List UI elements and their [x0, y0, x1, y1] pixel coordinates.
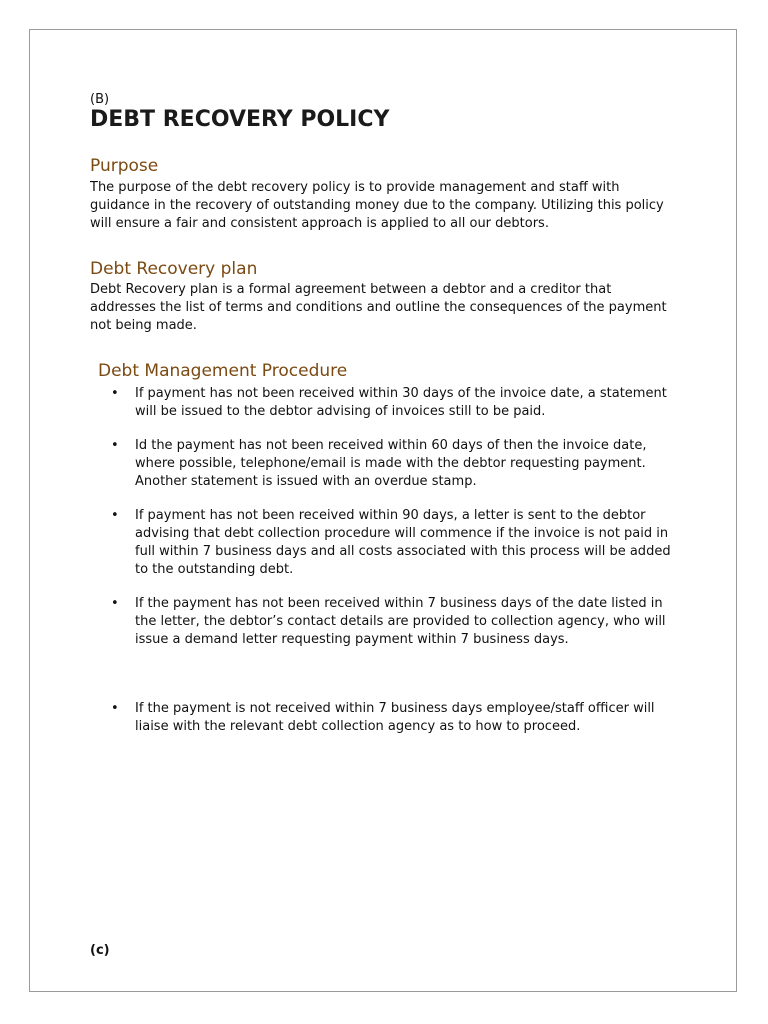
document-title: DEBT RECOVERY POLICY	[90, 107, 390, 132]
list-item	[111, 385, 676, 421]
procedure-heading: Debt Management Procedure	[98, 361, 348, 381]
footer-marker: (c)	[90, 943, 110, 958]
list-item	[111, 595, 676, 649]
list-item-text: If the payment has not been received within 7 business days of the date listed in the letter, the debtor’s contact details are provided to collection agency, who will issue a demand letter requesting payment within 7 business days.	[135, 596, 666, 647]
bullet-icon: •	[111, 508, 119, 523]
list-item	[111, 700, 676, 736]
bullet-icon: •	[111, 438, 119, 453]
list-item	[111, 437, 676, 491]
bullet-icon: •	[111, 596, 119, 611]
list-item-text: If the payment is not received within 7 business days employee/staff officer will liaise with the relevant debt collection agency as to how to proceed.	[135, 701, 655, 734]
list-item-text: If payment has not been received within 90 days, a letter is sent to the debtor advising that debt collection procedure will commence if the invoice is not paid in full within 7 business days and all costs associated with this process will be added to the outstanding debt.	[135, 508, 671, 577]
recovery-plan-heading: Debt Recovery plan	[90, 259, 258, 279]
bullet-icon: •	[111, 701, 119, 716]
bullet-icon: •	[111, 386, 119, 401]
purpose-paragraph: The purpose of the debt recovery policy is to provide management and staff with guidance in the recovery of outstanding money due to the company. Utilizing this policy will ensure a fair and consistent approach is applied to all our debtors.	[90, 180, 664, 231]
section-marker: (B)	[90, 92, 110, 107]
list-item-text: If payment has not been received within 30 days of the invoice date, a statement will be issued to the debtor advising of invoices still to be paid.	[135, 386, 667, 419]
list-item	[111, 507, 676, 579]
purpose-heading: Purpose	[90, 156, 159, 176]
list-item-text: Id the payment has not been received within 60 days of then the invoice date, where possible, telephone/email is made with the debtor requesting payment. Another statement is issued with an overdue stamp.	[135, 438, 647, 489]
recovery-plan-paragraph: Debt Recovery plan is a formal agreement between a debtor and a creditor that addresses the list of terms and conditions and outline the consequences of the payment not being made.	[90, 282, 667, 333]
